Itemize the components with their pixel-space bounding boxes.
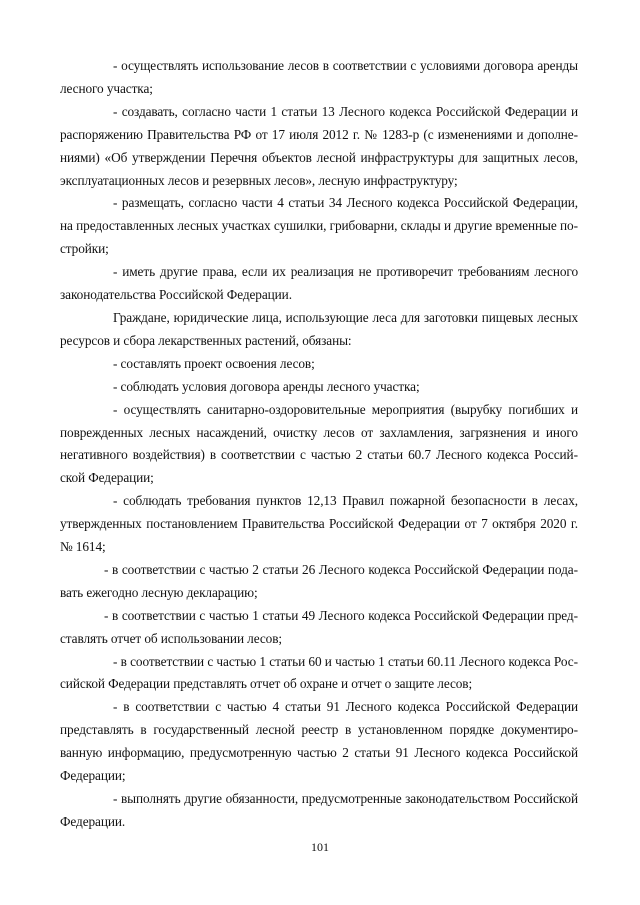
- paragraph: - соблюдать требования пунктов 12,13 Правил пожарной безопасности в лесах, утвержденных постановлением Правительства Российской Федерации от 7 октября 2020 г. № 1614;: [60, 493, 578, 555]
- body-text: [60, 55, 578, 834]
- page-number: 101: [311, 840, 329, 854]
- paragraph: - соблюдать условия договора аренды лесного участка;: [113, 378, 420, 394]
- paragraph: - в соответствии с частью 1 статьи 49 Лесного кодекса Российской Федерации представлять отчет об использовании лесов;: [60, 607, 578, 646]
- paragraph: - в соответствии с частью 1 статьи 60 и частью 1 статьи 60.11 Лесного кодекса Российской Федерации представлять отчет об охране и отчет о защите лесов;: [60, 653, 578, 692]
- paragraph: - осуществлять использование лесов в соответствии с условиями договора аренды лесного участка;: [60, 58, 578, 96]
- paragraph: - выполнять другие обязанности, предусмотренные законодательством Российской Федерации.: [60, 791, 578, 829]
- paragraph: - размещать, согласно части 4 статьи 34 Лесного кодекса Российской Федерации, на предоставленных лесных участках сушилки, грибоварни, склады и другие временные постройки;: [60, 195, 578, 257]
- paragraph: - в соответствии с частью 2 статьи 26 Лесного кодекса Российской Федерации подавать ежегодно лесную декларацию;: [60, 561, 578, 600]
- paragraph: Граждане, юридические лица, использующие леса для заготовки пищевых лесных ресурсов и сбора лекарственных растений, обязаны:: [60, 309, 578, 348]
- paragraph: - иметь другие права, если их реализация не противоречит требованиям лесного законодательства Российской Федерации.: [60, 264, 578, 303]
- paragraph: - в соответствии с частью 4 статьи 91 Лесного кодекса Российской Федерации представлять в государственный лесной реестр в установленном порядке документированную информацию, предусмотренную частью 2 статьи 91 Лесного кодекса Российской Федерации;: [60, 699, 578, 784]
- paragraph: - осуществлять санитарно-оздоровительные мероприятия (вырубку погибших и поврежденных лесных насаждений, очистку лесов от захламления, загрязнения и иного негативного воздействия) в соответствии с частью 2 статьи 60.7 Лесного кодекса Российской Федерации;: [60, 401, 578, 486]
- paragraph: - составлять проект освоения лесов;: [113, 355, 315, 371]
- paragraph: - создавать, согласно части 1 статьи 13 Лесного кодекса Российской Федерации и распоряжению Правительства РФ от 17 июля 2012 г. № 1283-р (с изменениями и дополнениями) «Об утверждении Перечня объектов лесной инфраструктуры для защитных лесов, эксплуатационных лесов и резервных лесов», лесную инфраструктуру;: [60, 103, 578, 188]
